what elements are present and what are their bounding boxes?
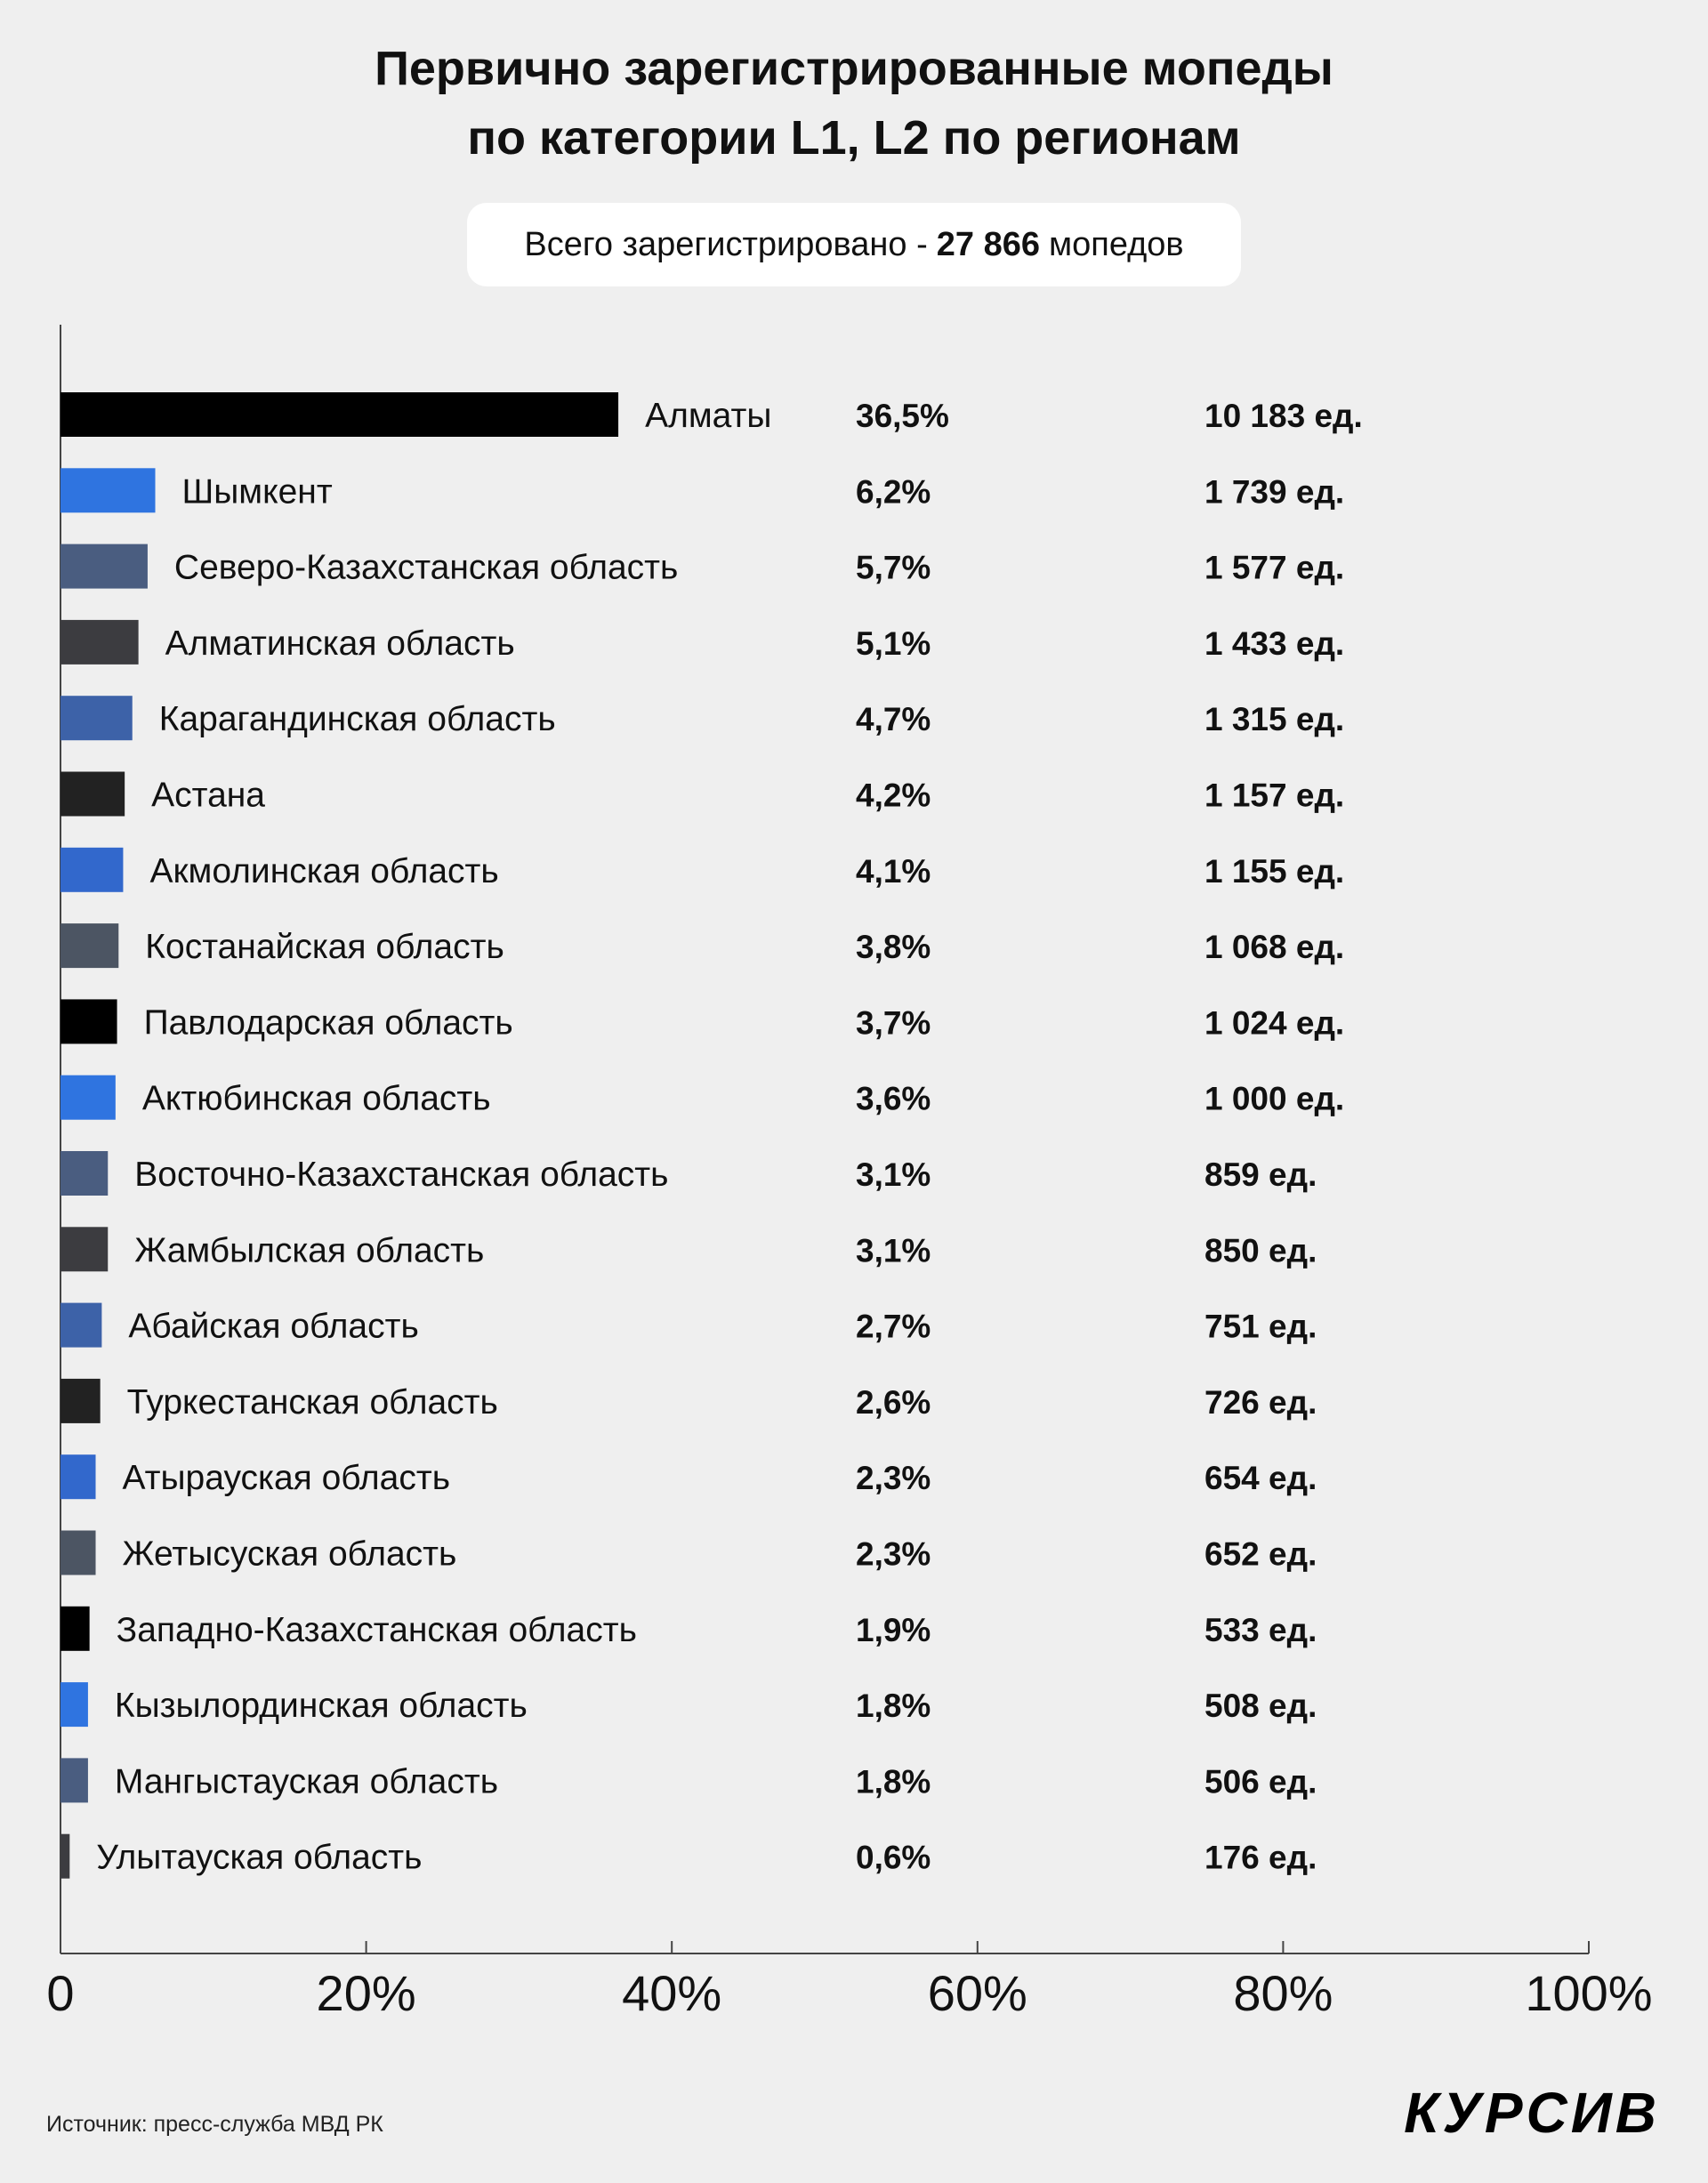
- bar: [60, 848, 123, 892]
- bar: [60, 923, 118, 968]
- brand-logo: КУРСИВ: [1404, 2081, 1660, 2145]
- bar: [60, 696, 133, 740]
- count-label: 508 ед.: [1204, 1688, 1317, 1725]
- category-label: Мангыстауская область: [114, 1762, 499, 1801]
- percent-label: 3,1%: [856, 1232, 931, 1269]
- category-label: Акмолинская область: [149, 851, 499, 890]
- percent-label: 3,8%: [856, 929, 931, 966]
- count-label: 1 739 ед.: [1204, 473, 1345, 511]
- bar: [60, 1607, 90, 1651]
- count-label: 506 ед.: [1204, 1763, 1317, 1800]
- percent-label: 4,7%: [856, 701, 931, 738]
- percent-label: 2,3%: [856, 1535, 931, 1573]
- percent-label: 3,6%: [856, 1080, 931, 1117]
- percent-label: 1,9%: [856, 1611, 931, 1648]
- total-prefix: Всего зарегистрировано -: [524, 225, 928, 263]
- bar: [60, 392, 618, 437]
- bar: [60, 1075, 116, 1120]
- count-label: 726 ед.: [1204, 1383, 1317, 1421]
- percent-label: 4,2%: [856, 777, 931, 814]
- percent-label: 3,7%: [856, 1004, 931, 1042]
- bar: [60, 1682, 88, 1727]
- count-label: 176 ед.: [1204, 1839, 1317, 1876]
- bar: [60, 1531, 96, 1575]
- percent-label: 5,1%: [856, 624, 931, 662]
- title-line-1: Первично зарегистрированные мопеды: [375, 42, 1333, 95]
- bar: [60, 999, 117, 1043]
- count-label: 654 ед.: [1204, 1460, 1317, 1497]
- percent-label: 2,6%: [856, 1383, 931, 1421]
- bar: [60, 1834, 69, 1879]
- category-label: Жамбылская область: [134, 1231, 485, 1270]
- percent-label: 5,7%: [856, 549, 931, 586]
- bar: [60, 1303, 101, 1348]
- count-label: 859 ед.: [1204, 1156, 1317, 1193]
- percent-label: 1,8%: [856, 1688, 931, 1725]
- category-label: Шымкент: [181, 472, 333, 512]
- category-label: Павлодарская область: [143, 1003, 513, 1043]
- count-label: 1 577 ед.: [1204, 549, 1345, 586]
- title-line-2: по категории L1, L2 по регионам: [467, 111, 1241, 165]
- category-label: Алматы: [645, 397, 772, 435]
- percent-label: 2,7%: [856, 1308, 931, 1345]
- percent-label: 3,1%: [856, 1156, 931, 1193]
- bar: [60, 1379, 101, 1423]
- category-label: Абайская область: [128, 1307, 419, 1346]
- count-label: 652 ед.: [1204, 1535, 1317, 1573]
- count-label: 1 433 ед.: [1204, 624, 1345, 662]
- category-label: Восточно-Казахстанская область: [134, 1156, 669, 1194]
- percent-label: 0,6%: [856, 1839, 931, 1876]
- category-label: Карагандинская область: [158, 700, 556, 739]
- category-label: Астана: [151, 776, 266, 815]
- percent-label: 2,3%: [856, 1460, 931, 1497]
- category-label: Атырауская область: [122, 1459, 451, 1498]
- x-tick-label: 100%: [1525, 1965, 1653, 2021]
- category-label: Кызылординская область: [114, 1687, 528, 1726]
- source-note: Источник: пресс-служба МВД РК: [46, 2112, 383, 2137]
- count-label: 1 024 ед.: [1204, 1004, 1345, 1042]
- count-label: 1 315 ед.: [1204, 701, 1345, 738]
- count-label: 533 ед.: [1204, 1611, 1317, 1648]
- total-value: 27 866: [936, 225, 1040, 263]
- category-label: Костанайская область: [145, 928, 504, 967]
- bar: [60, 544, 148, 589]
- bar: [60, 1151, 108, 1196]
- x-tick-label: 0: [46, 1965, 75, 2021]
- category-label: Актюбинская область: [141, 1079, 491, 1118]
- count-label: 1 155 ед.: [1204, 852, 1345, 890]
- percent-label: 1,8%: [856, 1763, 931, 1800]
- bar: [60, 1758, 88, 1802]
- bar: [60, 1454, 96, 1499]
- percent-label: 4,1%: [856, 852, 931, 890]
- count-label: 850 ед.: [1204, 1232, 1317, 1269]
- category-label: Западно-Казахстанская область: [116, 1610, 637, 1649]
- category-label: Туркестанская область: [126, 1382, 498, 1422]
- x-tick-label: 60%: [927, 1965, 1027, 2021]
- category-label: Улытауская область: [96, 1838, 423, 1877]
- x-tick-label: 40%: [622, 1965, 722, 2021]
- bar: [60, 1227, 108, 1271]
- count-label: 1 000 ед.: [1204, 1080, 1345, 1117]
- x-tick-label: 80%: [1233, 1965, 1333, 2021]
- bar: [60, 620, 139, 665]
- count-label: 751 ед.: [1204, 1308, 1317, 1345]
- category-label: Жетысуская область: [122, 1535, 457, 1574]
- bar: [60, 468, 156, 512]
- count-label: 1 157 ед.: [1204, 777, 1345, 814]
- category-label: Алматинская область: [165, 624, 515, 663]
- percent-label: 36,5%: [856, 398, 949, 434]
- bar: [60, 772, 125, 817]
- x-tick-label: 20%: [316, 1965, 416, 2021]
- percent-label: 6,2%: [856, 473, 931, 511]
- total-suffix: мопедов: [1048, 225, 1184, 263]
- count-label: 1 068 ед.: [1204, 929, 1345, 966]
- count-label: 10 183 ед.: [1204, 398, 1363, 434]
- category-label: Северо-Казахстанская область: [173, 548, 679, 587]
